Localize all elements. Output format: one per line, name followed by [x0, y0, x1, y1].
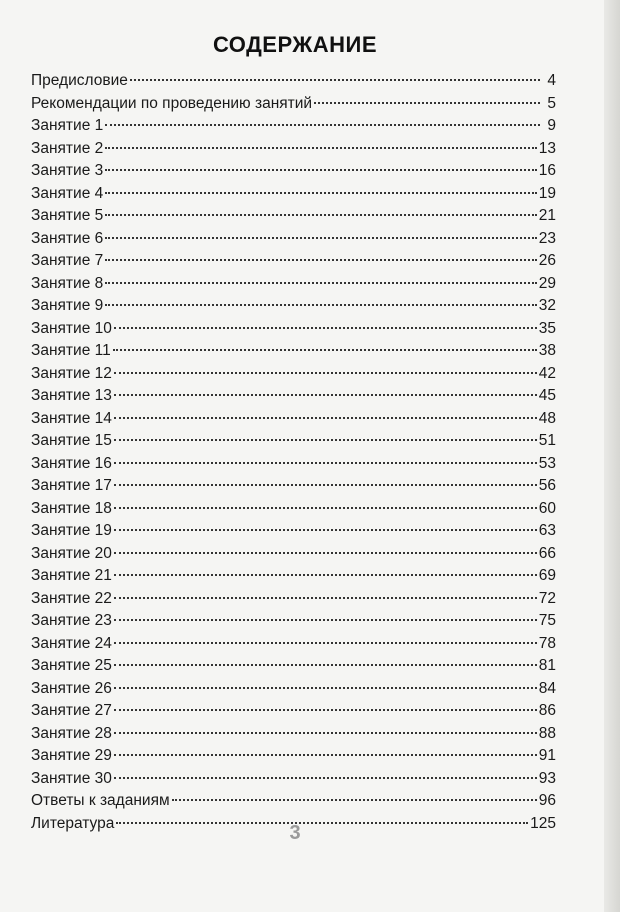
- toc-entry-page: 48: [538, 409, 556, 427]
- toc-leader-dots: [114, 462, 537, 464]
- toc-entry-label: Литература: [31, 814, 115, 832]
- toc-entry-label: Занятие 8: [31, 274, 104, 292]
- toc-entry-page: 75: [538, 612, 556, 629]
- toc-leader-dots: [130, 79, 540, 81]
- toc-entry-label: Рекомендации по проведению занятий: [31, 94, 313, 112]
- toc-entry-page: 69: [538, 567, 556, 584]
- toc-leader-dots: [114, 484, 537, 486]
- toc-entry: [31, 678, 556, 701]
- toc-leader-dots: [114, 709, 537, 711]
- toc-entry: [31, 633, 556, 656]
- toc-leader-dots: [114, 507, 537, 509]
- toc-entry: [31, 430, 556, 453]
- toc-entry-label: Занятие 19: [31, 522, 112, 539]
- toc-leader-dots: [114, 642, 537, 644]
- toc-entry-page: 38: [538, 342, 556, 359]
- toc-entry-page: 56: [538, 477, 556, 494]
- toc-entry-page: 60: [538, 499, 556, 517]
- toc-title: СОДЕРЖАНИЕ: [212, 32, 378, 57]
- toc-entry-page: 16: [538, 162, 556, 179]
- toc-entry-page: 13: [538, 139, 556, 157]
- toc-entry: [31, 160, 556, 183]
- toc-entry-page: 93: [538, 769, 556, 787]
- toc-leader-dots: [113, 349, 537, 351]
- toc-entry-page: 21: [538, 207, 556, 224]
- toc-entry-page: 53: [538, 454, 556, 472]
- toc-entry: [31, 228, 556, 251]
- toc-leader-dots: [114, 552, 537, 554]
- toc-leader-dots: [105, 192, 537, 194]
- toc-entry: [31, 363, 556, 386]
- toc-entry-page: 9: [547, 117, 556, 134]
- toc-leader-dots: [314, 102, 540, 104]
- toc-entry-label: Занятие 1: [31, 117, 104, 134]
- toc-entry-label: Занятие 20: [31, 544, 112, 562]
- toc-entry-label: Занятие 3: [31, 162, 104, 179]
- toc-entry: [31, 93, 556, 116]
- toc-entry-label: Занятие 12: [31, 364, 112, 382]
- toc-entry-label: Занятие 9: [31, 297, 104, 314]
- toc-entry-page: 63: [538, 522, 556, 539]
- toc-entry-label: Занятие 6: [31, 229, 104, 247]
- toc-entry: [31, 565, 556, 588]
- toc-entry: [31, 295, 556, 318]
- toc-entry-page: 81: [538, 657, 556, 674]
- toc-entry-label: Занятие 24: [31, 634, 112, 652]
- toc-entry-label: Занятие 28: [31, 724, 112, 742]
- toc-entry-page: 78: [538, 634, 556, 652]
- toc-entry-page: 29: [538, 274, 556, 292]
- toc-entry: [31, 318, 556, 341]
- toc-entry-label: Занятие 2: [31, 139, 104, 157]
- toc-entry-label: Предисловие: [31, 72, 128, 89]
- toc-leader-dots: [114, 619, 537, 621]
- toc-entry-page: 35: [538, 319, 556, 337]
- toc-entry: [31, 610, 556, 633]
- toc-entry-page: 32: [538, 297, 556, 314]
- toc-entry: [31, 498, 556, 521]
- toc-entry-page: 84: [538, 679, 556, 697]
- toc-entry-page: 23: [538, 229, 556, 247]
- toc-entry-page: 45: [538, 387, 556, 404]
- toc-entry: [31, 768, 556, 791]
- toc-entry-label: Занятие 27: [31, 702, 112, 719]
- toc-entry-page: 96: [538, 792, 556, 809]
- toc-entry: [31, 475, 556, 498]
- toc-leader-dots: [114, 574, 537, 576]
- toc-entry: [31, 138, 556, 161]
- toc-entry-label: Занятие 18: [31, 499, 112, 517]
- toc-leader-dots: [114, 777, 537, 779]
- toc-entry: [31, 700, 556, 723]
- toc-leader-dots: [105, 169, 537, 171]
- toc-leader-dots: [105, 304, 537, 306]
- toc-entry-label: Занятие 25: [31, 657, 112, 674]
- toc-entry-page: 26: [538, 252, 556, 269]
- toc-entry: [31, 588, 556, 611]
- toc-entry-label: Занятие 4: [31, 184, 104, 202]
- toc-leader-dots: [114, 687, 537, 689]
- toc-entry: [31, 723, 556, 746]
- toc-entry-page: 51: [538, 432, 556, 449]
- toc-leader-dots: [114, 417, 537, 419]
- toc-entry: [31, 183, 556, 206]
- toc-entry-label: Занятие 13: [31, 387, 112, 404]
- toc-leader-dots: [105, 214, 537, 216]
- toc-entry-label: Занятие 21: [31, 567, 112, 584]
- toc-entry-label: Занятие 29: [31, 747, 112, 764]
- toc-entry: [31, 408, 556, 431]
- toc-leader-dots: [114, 754, 537, 756]
- toc-leader-dots: [114, 597, 537, 599]
- toc-entry-page: 86: [538, 702, 556, 719]
- toc-entry: [31, 205, 556, 228]
- toc-entry-label: Занятие 11: [31, 342, 111, 359]
- toc-leader-dots: [105, 124, 540, 126]
- page-number: 3: [289, 822, 301, 844]
- toc-leader-dots: [114, 372, 537, 374]
- toc-leader-dots: [114, 732, 537, 734]
- toc-entry-page: 19: [538, 184, 556, 202]
- toc-entry-page: 91: [538, 747, 556, 764]
- toc-leader-dots: [114, 327, 537, 329]
- toc-entry-page: 42: [538, 364, 556, 382]
- toc-entry: [31, 250, 556, 273]
- toc-leader-dots: [105, 147, 537, 149]
- toc-entry-page: 66: [538, 544, 556, 562]
- toc-leader-dots: [172, 799, 537, 801]
- toc-entry-label: Занятие 17: [31, 477, 112, 494]
- toc-entry: [31, 273, 556, 296]
- toc-entry: [31, 385, 556, 408]
- toc-entry-label: Занятие 16: [31, 454, 112, 472]
- table-of-contents: [31, 70, 556, 835]
- toc-entry: [31, 543, 556, 566]
- toc-leader-dots: [114, 664, 537, 666]
- toc-entry: [31, 115, 556, 138]
- toc-entry: [31, 745, 556, 768]
- toc-leader-dots: [114, 439, 537, 441]
- toc-entry: [31, 790, 556, 813]
- toc-entry-page: 72: [538, 589, 556, 607]
- toc-entry-label: Занятие 15: [31, 432, 112, 449]
- toc-entry: [31, 453, 556, 476]
- toc-entry-page: 88: [538, 724, 556, 742]
- toc-entry: [31, 655, 556, 678]
- toc-leader-dots: [105, 259, 537, 261]
- toc-leader-dots: [114, 394, 537, 396]
- toc-entry-label: Занятие 7: [31, 252, 104, 269]
- toc-entry-label: Занятие 22: [31, 589, 112, 607]
- toc-entry-page: 4: [547, 72, 556, 89]
- toc-entry-label: Ответы к заданиям: [31, 792, 170, 809]
- toc-entry: [31, 520, 556, 543]
- toc-leader-dots: [114, 529, 537, 531]
- toc-entry: [31, 70, 556, 93]
- toc-entry-page: 5: [547, 94, 556, 112]
- toc-entry-label: Занятие 14: [31, 409, 112, 427]
- toc-leader-dots: [105, 282, 537, 284]
- toc-entry: [31, 340, 556, 363]
- toc-entry-label: Занятие 30: [31, 769, 112, 787]
- toc-leader-dots: [105, 237, 537, 239]
- toc-entry-label: Занятие 26: [31, 679, 112, 697]
- toc-entry-label: Занятие 5: [31, 207, 104, 224]
- toc-entry-label: Занятие 10: [31, 319, 112, 337]
- toc-entry-label: Занятие 23: [31, 612, 112, 629]
- toc-entry-page: 125: [530, 814, 556, 832]
- page-edge: [604, 0, 620, 912]
